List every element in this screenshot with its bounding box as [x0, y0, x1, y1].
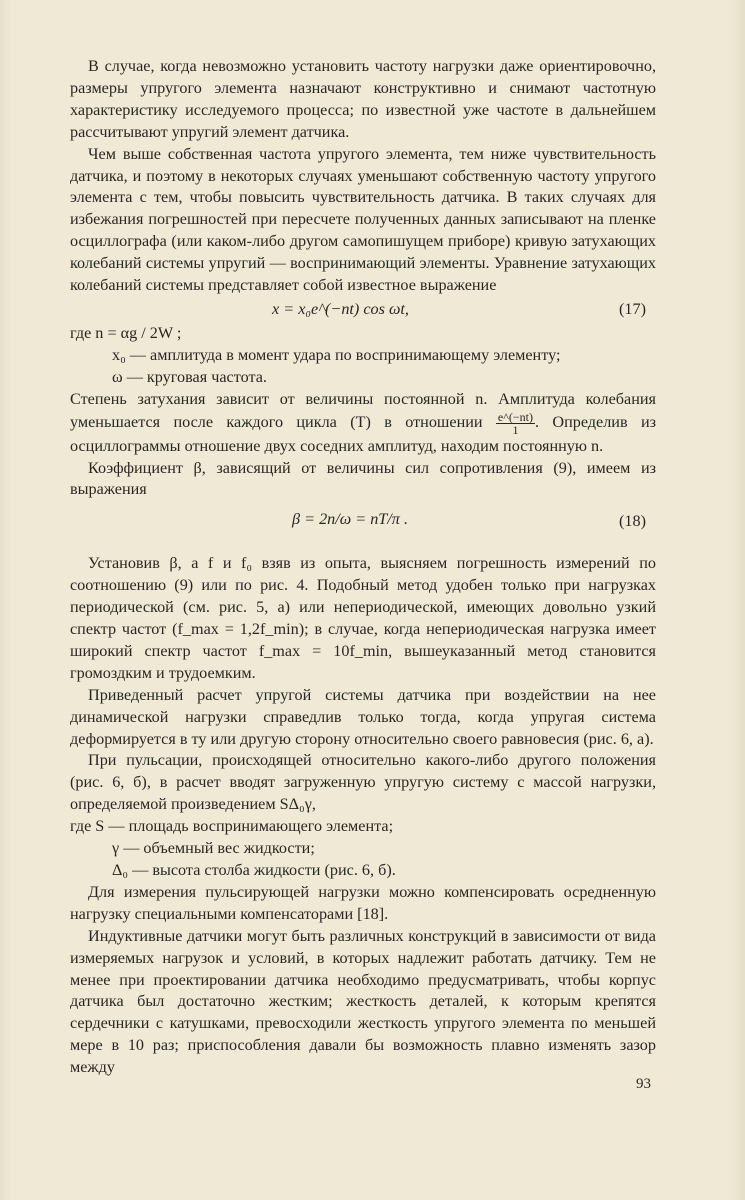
formula-18-row [70, 501, 656, 541]
paragraph-8: Для измерения пульсирующей нагрузки можно компенсировать осредненную нагрузку специальными компенсаторами [18]. [70, 882, 656, 923]
paragraph-4: Коэффициент β, зависящий от величины сил сопротивления (9), имеем из выражения [70, 458, 656, 499]
paragraph-7: При пульсации, происходящей относительно какого-либо другого положения (рис. 6, б), в расчет вводят загруженную упругую систему с массой нагрузки, определяемой произведением SΔ₀γ, [70, 751, 656, 814]
def-delta: Δ₀ — высота столба жидкости (рис. 6, б). [112, 861, 396, 879]
paragraph-6: Приведенный расчет упругой системы датчика при воздействии на нее динамической нагрузки справедлив только тогда, когда упругая система деформируется в ту или другую сторону относительно своего равновесия (рис. 6, а). [70, 685, 656, 748]
paragraph-3b: Определив из осциллограммы отношение двух соседних амплитуд, находим постоянную n. [70, 412, 657, 455]
formula-18-number: (18) [619, 512, 646, 531]
def-gamma: γ — объемный вес жидкости; [112, 839, 315, 858]
paragraph-1: В случае, когда невозможно установить частоту нагрузки даже ориентировочно, размеры упругого элемента назначают конструктивно и снимают частотную характеристику исследуемого процесса; по известной уже частоте в дальнейшем рассчитывают упругий элемент датчика. [70, 57, 656, 141]
paragraph-3a: Степень затухания зависит от величины постоянной n. Амплитуда колебания уменьшается после каждого цикла (T) в отношении [70, 389, 656, 431]
where-n: где n = αg / 2W ; [70, 323, 182, 342]
ratio-fraction [496, 411, 535, 436]
paragraph-2: Чем выше собственная частота упругого элемента, тем ниже чувствительность датчика, и поэтому в некоторых случаях уменьшают собственную частоту упругого элемента с тем, чтобы повысить чувствительность датчика. В таких случаях для избежания погрешностей при пересчете полученных данных записывают на пленке осциллографа (или каком-либо другом самопишущем приборе) кривую затухающих колебаний системы упругий — воспринимающий элементы. Уравнение затухающих колебаний системы представляет собой известное выражение [70, 144, 656, 295]
ratio-numerator: e^(−nt) [497, 409, 533, 424]
body-text [70, 56, 656, 1079]
formula-17-row [70, 297, 656, 323]
paragraph-3: Степень затухания зависит от величины постоянной n. Амплитуда колебания уменьшается после каждого цикла (T) в отношении $\frac{e\^{}(-nt)}{1}$ . Определив из осциллограммы отношение двух соседних амплитуд, находим постоянную n. [70, 389, 657, 455]
paragraph-5: Установив β, а f и f₀ взяв из опыта, выясняем погрешность измерений по соотношению (9) или по рис. 4. Подобный метод удобен только при нагрузках периодической (см. рис. 5, а) или непериодической, имеющих довольно узкий спектр частот (f_max = 1,2f_min); в случае, когда непериодическая нагрузка имеет широкий спектр частот f_max = 10f_min, вышеуказанный метод становится громоздким и трудоемким. [70, 554, 656, 682]
paragraph-9: Индуктивные датчики могут быть различных конструкций в зависимости от вида измеряемых нагрузок и условий, в которых надлежит работать датчику. Тем не менее при проектировании датчика необходимо предусматривать, чтобы корпус датчика был достаточно жестким; жесткость деталей, к которым крепятся сердечники с катушками, превосходили жесткость упругого элемента по меньшей мере в 10 раз; приспособления давали бы возможность плавно изменять зазор между [70, 926, 656, 1077]
where-s: где S — площадь воспринимающего элемента; [70, 817, 394, 836]
def-x0: x₀ — амплитуда в момент удара по воспринимающему элементу; [112, 345, 561, 364]
formula-18: β = 2n/ω = nT/π . [292, 510, 409, 529]
page-number: 93 [636, 1076, 651, 1092]
def-omega: ω — круговая частота. [112, 367, 267, 386]
formula-17: x = x₀e^(−nt) cos ωt, [272, 299, 409, 318]
ratio-denominator: 1 [512, 422, 519, 437]
formula-17-number: (17) [619, 299, 646, 318]
